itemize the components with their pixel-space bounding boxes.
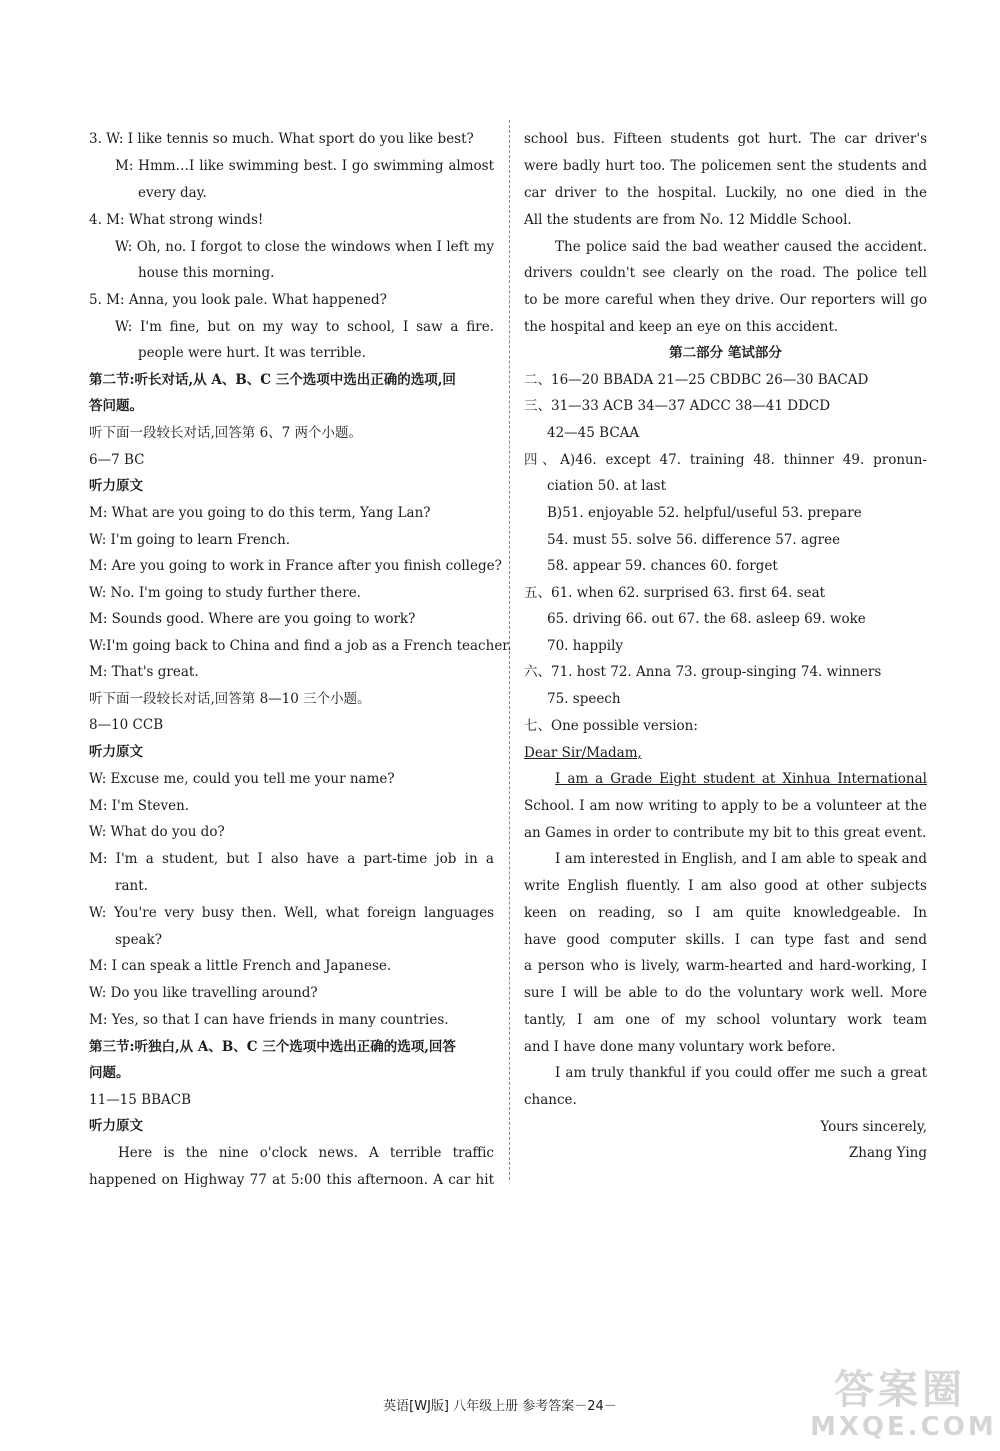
answer-line: keen on reading, so I am quite knowledgeable. In <box>524 905 927 921</box>
answer-line: a person who is lively, warm-hearted and hard-working, I <box>524 958 927 974</box>
answer-line: 第二节:听长对话,从 A、B、C 三个选项中选出正确的选项,回 <box>89 372 456 388</box>
answer-line: 四、A)46. except 47. training 48. thinner 49. pronun- <box>524 452 927 468</box>
answer-line: 65. driving 66. out 67. the 68. asleep 69. woke <box>547 611 866 627</box>
answer-line: 七、One possible version: <box>524 718 698 734</box>
answer-line: 4. M: What strong winds! <box>89 212 264 228</box>
answer-line: 5. M: Anna, you look pale. What happened? <box>89 292 387 308</box>
answer-line: 听力原文 <box>89 478 143 494</box>
answer-line: people were hurt. It was terrible. <box>138 345 366 361</box>
answer-line: an Games in order to contribute my bit to this great event. <box>524 825 927 841</box>
answer-line: rant. <box>115 878 148 894</box>
answer-line: 听力原文 <box>89 744 143 760</box>
answer-line: 3. W: I like tennis so much. What sport do you like best? <box>89 131 474 147</box>
answer-line: happened on Highway 77 at 5:00 this afternoon. A car hit <box>89 1172 494 1188</box>
answer-line: chance. <box>524 1092 577 1108</box>
answer-line: W:I'm going back to China and find a job as a French teacher. <box>89 638 512 654</box>
answer-line: M: I'm Steven. <box>89 798 190 814</box>
answer-line: 五、61. when 62. surprised 63. first 64. seat <box>524 585 826 601</box>
answer-line: Here is the nine o'clock news. A terrible traffic <box>118 1145 494 1161</box>
page-footer: 英语[WJ版] 八年级上册 参考答案－24－ <box>383 1399 617 1414</box>
answer-line: 第二部分 笔试部分 <box>669 345 782 361</box>
answer-line: Dear Sir/Madam, <box>524 745 642 761</box>
answer-line: 11—15 BBACB <box>89 1092 191 1108</box>
answer-line: Yours sincerely, <box>820 1119 927 1135</box>
answer-line: were badly hurt too. The policemen sent the students and <box>524 158 927 174</box>
answer-line: drivers couldn't see clearly on the road. The police tell <box>524 265 927 281</box>
answer-line: W: Do you like travelling around? <box>89 985 318 1001</box>
answer-line: tantly, I am one of my school voluntary work team <box>524 1012 927 1028</box>
answer-line: The police said the bad weather caused the accident. <box>555 239 927 255</box>
answer-line: M: That's great. <box>89 664 199 680</box>
answer-line: 8—10 CCB <box>89 717 164 733</box>
answer-line: B)51. enjoyable 52. helpful/useful 53. prepare <box>547 505 862 521</box>
answer-line: school bus. Fifteen students got hurt. The car driver's <box>524 131 927 147</box>
answer-line: I am a Grade Eight student at Xinhua International <box>555 771 927 787</box>
answer-line: M: Are you going to work in France after you finish college? <box>89 558 502 574</box>
answer-line: I am truly thankful if you could offer me such a great <box>555 1065 927 1081</box>
answer-line: 三、31—33 ACB 34—37 ADCC 38—41 DDCD <box>524 398 831 414</box>
answer-line: house this morning. <box>138 265 275 281</box>
answer-line: 54. must 55. solve 56. difference 57. agree <box>547 532 841 548</box>
answer-line: Zhang Ying <box>848 1145 927 1161</box>
answer-line: M: Sounds good. Where are you going to work? <box>89 611 416 627</box>
answer-line: 70. happily <box>547 638 624 654</box>
answer-line: 问题。 <box>89 1065 130 1081</box>
answer-line: 第三节:听独白,从 A、B、C 三个选项中选出正确的选项,回答 <box>89 1039 456 1055</box>
answer-line: every day. <box>138 185 207 201</box>
watermark-cn: 答案圈 <box>834 1367 966 1413</box>
answer-line: and I have done many voluntary work before. <box>524 1039 836 1055</box>
answer-line: W: Oh, no. I forgot to close the windows when I left my <box>115 239 494 255</box>
answer-line: 听力原文 <box>89 1118 143 1134</box>
answer-line: M: Yes, so that I can have friends in many countries. <box>89 1012 449 1028</box>
answer-line: W: You're very busy then. Well, what foreign languages <box>89 905 494 921</box>
answer-line: 六、71. host 72. Anna 73. group-singing 74. winners <box>524 664 882 680</box>
answer-line: All the students are from No. 12 Middle School. <box>524 212 852 228</box>
answer-line: the hospital and keep an eye on this accident. <box>524 319 839 335</box>
answer-line: M: What are you going to do this term, Yang Lan? <box>89 505 431 521</box>
answer-line: 听下面一段较长对话,回答第 8—10 三个小题。 <box>89 691 371 707</box>
answer-line: have good computer skills. I can type fast and send <box>524 932 927 948</box>
answer-line: W: I'm going to learn French. <box>89 532 291 548</box>
answer-line: W: Excuse me, could you tell me your name? <box>89 771 395 787</box>
answer-line: 答问题。 <box>89 398 143 414</box>
answer-line: W: What do you do? <box>89 824 225 840</box>
answer-line: 二、16—20 BBADA 21—25 CBDBC 26—30 BACAD <box>524 372 869 388</box>
watermark-logo <box>810 1358 997 1450</box>
answer-line: M: Hmm…I like swimming best. I go swimming almost <box>115 158 494 174</box>
answer-line: 42—45 BCAA <box>547 425 640 441</box>
answer-line: I am interested in English, and I am able to speak and <box>555 851 927 867</box>
answer-line: 6—7 BC <box>89 452 145 468</box>
answer-line: sure I will be able to do the voluntary work well. More <box>524 985 927 1001</box>
answer-line: W: I'm fine, but on my way to school, I saw a fire. <box>115 319 494 335</box>
answer-line: car driver to the hospital. Luckily, no one died in the <box>524 185 927 201</box>
answer-line: School. I am now writing to apply to be a volunteer at the <box>524 798 927 814</box>
answer-line: to be more careful when they drive. Our reporters will go <box>524 292 927 308</box>
answer-line: write English fluently. I am also good at other subjects <box>524 878 927 894</box>
watermark-en: MXQE.COM <box>810 1412 997 1442</box>
answer-line: M: I'm a student, but I also have a part-time job in a <box>89 851 494 867</box>
answer-line: 58. appear 59. chances 60. forget <box>547 558 778 574</box>
answer-line: speak? <box>115 932 163 948</box>
answer-line: W: No. I'm going to study further there. <box>89 585 361 601</box>
answer-line: M: I can speak a little French and Japanese. <box>89 958 392 974</box>
answer-line: 75. speech <box>547 691 621 707</box>
answer-line: ciation 50. at last <box>547 478 667 494</box>
answer-line: 听下面一段较长对话,回答第 6、7 两个小题。 <box>89 425 363 441</box>
